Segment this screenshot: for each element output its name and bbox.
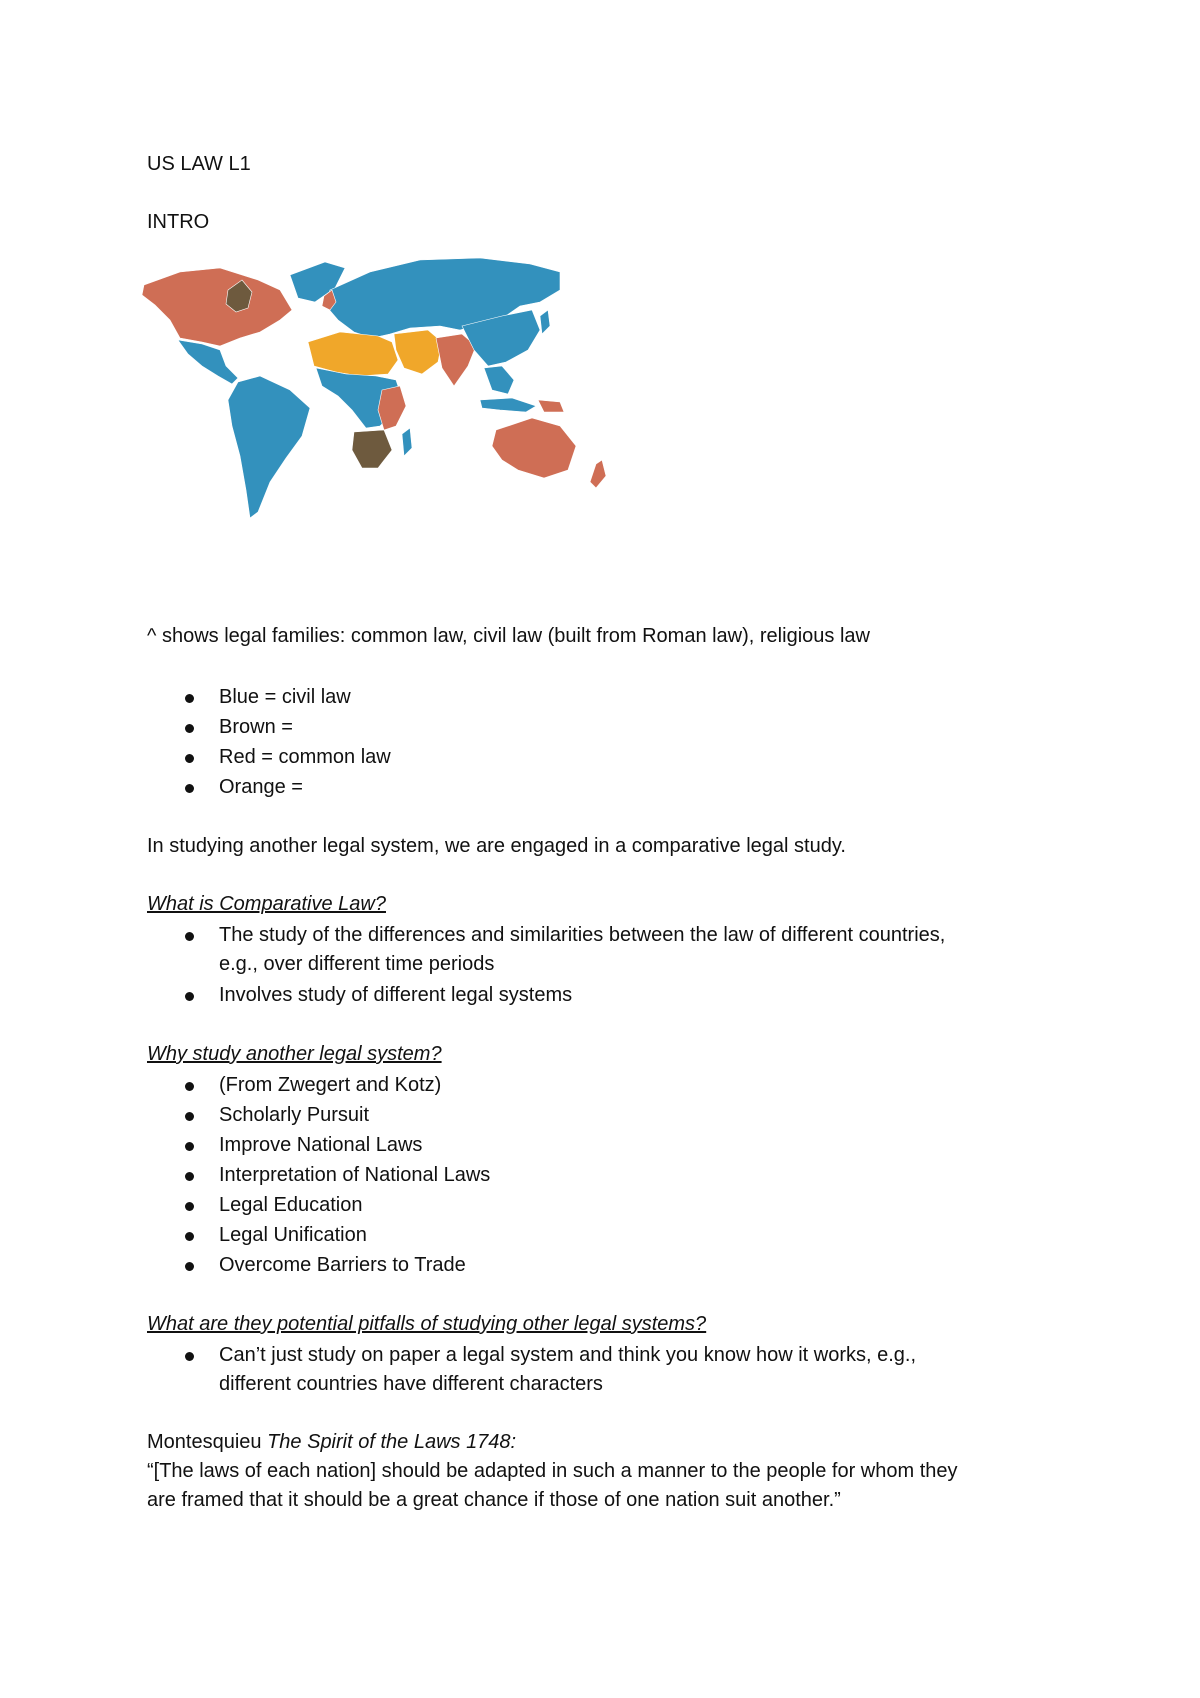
section2-item: Legal Unification: [219, 1224, 367, 1246]
map-middle-east: [394, 330, 442, 374]
map-indonesia: [480, 398, 536, 412]
bullet-dot: [185, 1262, 194, 1271]
doc-subtitle: INTRO: [147, 211, 210, 233]
section3-item: Can’t just study on paper a legal system and think you know how it works, e.g.,: [219, 1344, 917, 1366]
legal-families-world-map: [140, 250, 640, 545]
section2-item: (From Zwegert and Kotz): [219, 1074, 442, 1096]
map-south-america: [228, 376, 310, 518]
section1-item: Involves study of different legal systems: [219, 984, 573, 1006]
map-australia: [492, 418, 576, 478]
bullet-dot: [185, 1082, 194, 1091]
map-caption: ^ shows legal families: common law, civil law (built from Roman law), religious law: [147, 625, 870, 647]
section-heading-pitfalls: What are they potential pitfalls of studying other legal systems?: [147, 1313, 707, 1335]
quote-work: The Spirit of the Laws 1748:: [267, 1431, 517, 1453]
bullet-dot: [185, 694, 194, 703]
section-heading-comparative-law: What is Comparative Law?: [147, 893, 386, 915]
quote-author: Montesquieu: [147, 1431, 268, 1453]
doc-title: US LAW L1: [147, 153, 251, 175]
map-madagascar: [402, 428, 412, 456]
bullet-dot: [185, 784, 194, 793]
map-papua: [538, 400, 564, 412]
section2-item: Improve National Laws: [219, 1134, 423, 1156]
section2-item: Overcome Barriers to Trade: [219, 1254, 466, 1276]
bullet-dot: [185, 1172, 194, 1181]
legend-item-blue: Blue = civil law: [219, 686, 351, 708]
map-new-zealand: [590, 460, 606, 488]
bullet-dot: [185, 754, 194, 763]
section-heading-why-study: Why study another legal system?: [147, 1043, 442, 1065]
bullet-dot: [185, 1142, 194, 1151]
map-japan: [540, 310, 550, 334]
section2-item: Interpretation of National Laws: [219, 1164, 491, 1186]
intro-sentence: In studying another legal system, we are engaged in a comparative legal study.: [147, 835, 846, 857]
quote-line: are framed that it should be a great chance if those of one nation suit another.”: [147, 1489, 841, 1511]
section3-item-continued: different countries have different characters: [219, 1373, 603, 1395]
map-north-america: [142, 268, 292, 346]
section2-item: Legal Education: [219, 1194, 363, 1216]
map-southeast-asia: [484, 366, 514, 394]
quote-line: “[The laws of each nation] should be adapted in such a manner to the people for whom they: [147, 1460, 958, 1482]
map-central-america: [178, 340, 238, 384]
legend-item-red: Red = common law: [219, 746, 391, 768]
bullet-dot: [185, 1202, 194, 1211]
map-southern-africa: [352, 430, 392, 468]
map-east-africa: [378, 386, 406, 430]
quote-attribution: [147, 1428, 516, 1456]
section1-item: The study of the differences and similarities between the law of different countries,: [219, 924, 946, 946]
section1-item-continued: e.g., over different time periods: [219, 953, 495, 975]
legend-item-orange: Orange =: [219, 776, 303, 798]
bullet-dot: [185, 724, 194, 733]
bullet-dot: [185, 1232, 194, 1241]
bullet-dot: [185, 1352, 194, 1361]
section2-item: Scholarly Pursuit: [219, 1104, 370, 1126]
legend-item-brown: Brown =: [219, 716, 293, 738]
bullet-dot: [185, 992, 194, 1001]
bullet-dot: [185, 1112, 194, 1121]
bullet-dot: [185, 932, 194, 941]
